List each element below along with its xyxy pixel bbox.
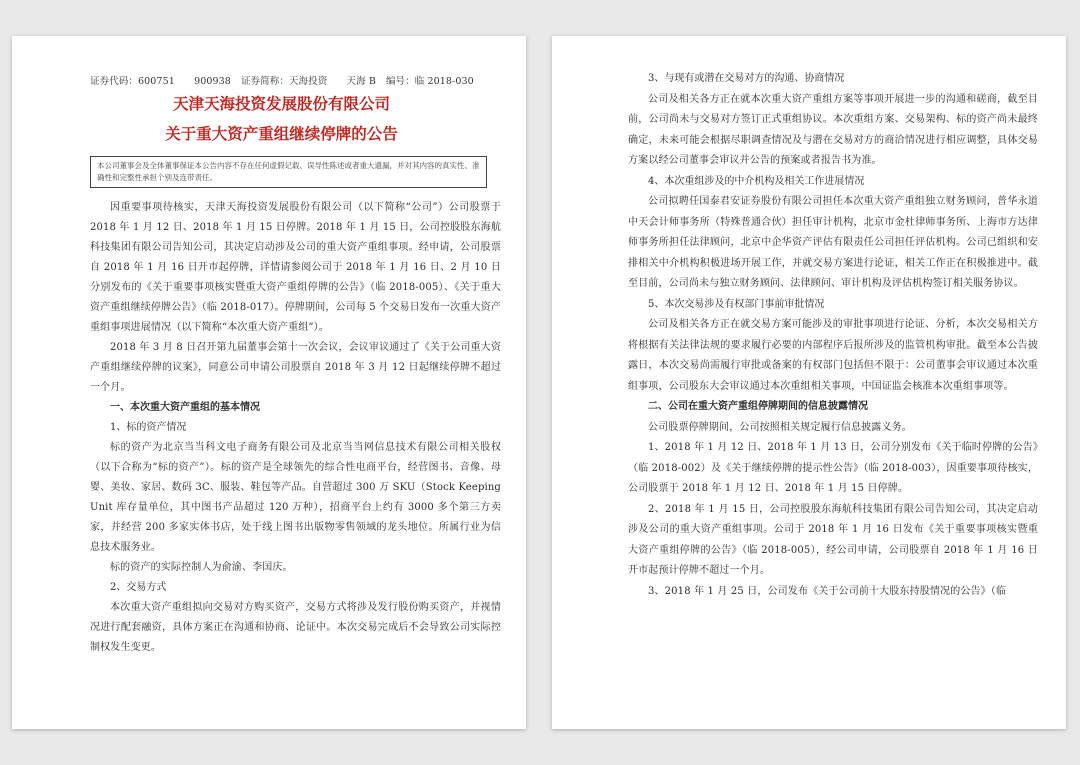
right-page [552, 36, 1066, 729]
body-paragraph: 2018 年 3 月 8 日召开第九届董事会第十一次会议，会议审议通过了《关于公司重大资产重组继续停牌的议案》，同意公司申请公司股票自 2018 年 3 月 12 日起继续停牌不超过一个月。 [90, 342, 501, 393]
document-header [90, 73, 501, 87]
subsection-heading: 5、本次交易涉及有权部门事前审批情况 [648, 298, 825, 310]
left-body [90, 198, 501, 658]
subsection-heading: 1、标的资产情况 [110, 422, 187, 433]
section-heading: 一、本次重大资产重组的基本情况 [110, 402, 260, 413]
body-paragraph: 1、2018 年 1 月 12 日、2018 年 1 月 13 日，公司分别发布《关于临时停牌的公告》（临 2018-002）及《关于继续停牌的提示性公告》（临 2018-003），因重要事项待核实，公司股票于 2018 年 1 月 12 日、2018 年 1 月 15 日停牌。 [628, 442, 1038, 494]
body-paragraph: 标的资产为北京当当科文电子商务有限公司及北京当当网信息技术有限公司相关股权（以下合称为“标的资产”）。标的资产是全球领先的综合性电商平台，经营图书、音像、母婴、美妆、家居、数码 3C、服装、鞋包等产品。自营超过 300 万 SKU（Stock Keeping Unit 库存量单位，其中图书产品超过 120 万种），招商平台上约有 3000 多个第三方卖家，并经营 200 多家实体书店，处于线上图书出版物零售领域的龙头地位。所属行业为信息技术服务业。 [90, 442, 501, 553]
body-paragraph: 本次重大资产重组拟向交易对方购买资产，交易方式将涉及发行股份购买资产，并视情况进行配套融资，具体方案正在沟通和协商、论证中。本次交易完成后不会导致公司实际控制权发生变更。 [90, 602, 501, 653]
stock-abbreviation: 证券简称：天海投资 天海 B [240, 76, 376, 87]
section-heading: 二、公司在重大资产重组停牌期间的信息披露情况 [648, 401, 868, 412]
body-paragraph: 公司及相关各方正在就本次重大资产重组方案等事项开展进一步的沟通和磋商，截至目前，公司尚未与交易对方签订正式重组协议。本次重组方案、交易架构、标的资产尚未最终确定，未来可能会根据尽职调查情况及与潜在交易对方的商洽情况进行相应调整，具体交易方案以经公司董事会审议并公告的预案或者报告书为准。 [628, 93, 1038, 166]
disclaimer-box: 本公司董事会及全体董事保证本公告内容不存在任何虚假记载、误导性陈述或者重大遗漏，并对其内容的真实性、准确性和完整性承担个别及连带责任。 [90, 156, 487, 188]
body-paragraph: 2、2018 年 1 月 15 日，公司控股股东海航科技集团有限公司告知公司，其决定启动涉及公司的重大资产重组事项。公司于 2018 年 1 月 16 日发布《关于重要事项核实暨重大资产重组停牌的公告》（临 2018-005），经公司申请，公司股票自 2018 年 1 月 16 日开市起预计停牌不超过一个月。 [628, 503, 1038, 576]
subsection-heading: 3、与现有或潜在交易对方的沟通、协商情况 [648, 73, 845, 84]
stock-code: 证券代码：600751 900938 [90, 76, 231, 87]
body-paragraph: 标的资产的实际控制人为俞渝、李国庆。 [110, 562, 293, 573]
subsection-heading: 2、交易方式 [110, 582, 167, 593]
body-paragraph: 3、2018 年 1 月 25 日，公司发布《关于公司前十大股东持股情况的公告》（临 [648, 585, 1007, 597]
right-body [628, 69, 1038, 602]
announcement-number: 编号：临 2018-030 [385, 76, 474, 87]
body-paragraph: 公司股票停牌期间，公司按照相关规定履行信息披露义务。 [648, 421, 912, 433]
subsection-heading: 4、本次重组涉及的中介机构及相关工作进展情况 [648, 175, 865, 187]
announcement-title: 关于重大资产重组继续停牌的公告 [165, 124, 398, 143]
left-page [12, 36, 526, 729]
body-paragraph: 公司拟聘任国泰君安证券股份有限公司担任本次重大资产重组独立财务顾问，普华永道中天会计师事务所（特殊普通合伙）担任审计机构，北京市金杜律师事务所、上海市方达律师事务所担任法律顾问，北京中企华资产评估有限责任公司担任评估机构。公司已组织和安排相关中介机构积极进场开展工作，并就交易方案进行论证，相关工作正在积极推进中。截至目前，公司尚未与独立财务顾问、法律顾问、审计机构及评估机构签订相关服务协议。 [628, 196, 1038, 289]
company-title: 天津天海投资发展股份有限公司 [172, 94, 390, 113]
body-paragraph: 因重要事项待核实，天津天海投资发展股份有限公司（以下简称“公司”）公司股票于 2018 年 1 月 12 日、2018 年 1 月 15 日停牌。2018 年 1 月 15 日，公司控股股东海航科技集团有限公司告知公司，其决定启动涉及公司的重大资产重组事项。经申请，公司股票自 2018 年 1 月 16 日开市起停牌，详情请参阅公司于 2018 年 1 月 16 日、2 月 10 日分别发布的《关于重要事项核实暨重大资产重组停牌的公告》（临 2018-005）、《关于重大资产重组继续停牌公告》（临 2018-017）。停牌期间，公司每 5 个交易日发布一次重大资产重组事项进展情况（以下简称“本次重大资产重组”）。 [90, 202, 501, 333]
body-paragraph: 公司及相关各方正在就交易方案可能涉及的审批事项进行论证、分析，本次交易相关方将根据有关法律法规的要求履行必要的内部程序后报所涉及的监管机构审批。截至本公告披露日，本次交易尚需履行审批或备案的有权部门包括但不限于：公司董事会审议通过本次重组事项，公司股东大会审议通过本次重组相关事项，中国证监会核准本次重组事项等。 [628, 319, 1038, 392]
